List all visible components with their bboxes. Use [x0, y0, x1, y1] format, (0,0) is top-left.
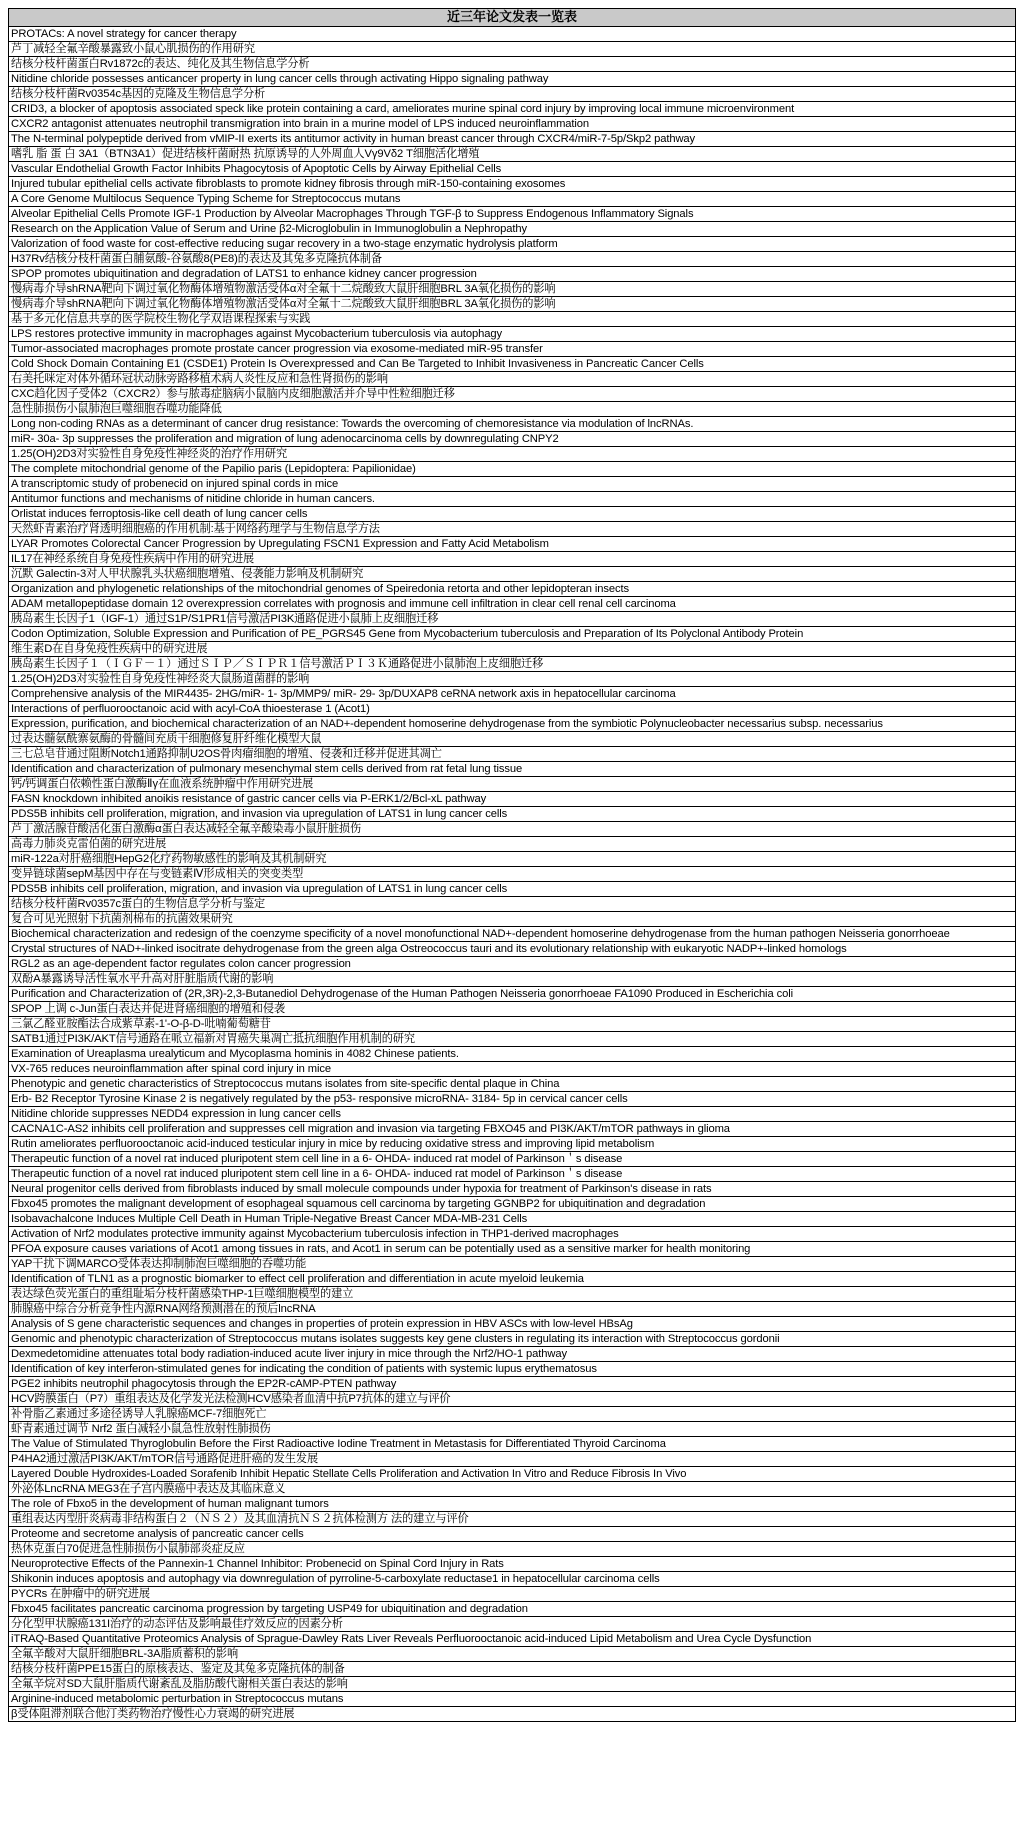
paper-title-cell: Phenotypic and genetic characteristics of Streptococcus mutans isolates from site-specific dental plaque in China	[9, 1077, 1016, 1092]
paper-title-cell: 外泌体LncRNA MEG3在子宫内膜癌中表达及其临床意义	[9, 1482, 1016, 1497]
table-row	[9, 117, 1016, 132]
paper-title-cell: A transcriptomic study of probenecid on injured spinal cords in mice	[9, 477, 1016, 492]
paper-title-cell: 嗜乳 脂 蛋 白 3A1（BTN3A1）促进结核杆菌耐热 抗原诱导的人外周血人Vγ9Vδ2 T细胞活化增殖	[9, 147, 1016, 162]
table-row	[9, 87, 1016, 102]
table-row	[9, 1557, 1016, 1572]
paper-title-cell: 慢病毒介导shRNA靶向下调过氧化物酶体增殖物激活受体α对全氟十二烷酸致大鼠肝细胞BRL 3A氧化损伤的影响	[9, 282, 1016, 297]
table-row	[9, 147, 1016, 162]
table-row	[9, 267, 1016, 282]
table-row	[9, 507, 1016, 522]
table-row	[9, 1452, 1016, 1467]
paper-table	[8, 8, 1016, 1722]
paper-title-cell: 过表达髓氨酰寨氨酶的骨髓间充质干细胞修复肝纤维化模型大鼠	[9, 732, 1016, 747]
table-row	[9, 357, 1016, 372]
paper-title-cell: PROTACs: A novel strategy for cancer therapy	[9, 27, 1016, 42]
table-row	[9, 1002, 1016, 1017]
table-row	[9, 1587, 1016, 1602]
paper-title-cell: RGL2 as an age-dependent factor regulates colon cancer progression	[9, 957, 1016, 972]
table-row	[9, 927, 1016, 942]
paper-title-cell: Biochemical characterization and redesign of the coenzyme specificity of a novel monofunctional NAD+-dependent homoserine dehydrogenase from the human pathogen Neisseria gonorrhoeae	[9, 927, 1016, 942]
table-row	[9, 252, 1016, 267]
paper-title-cell: Vascular Endothelial Growth Factor Inhibits Phagocytosis of Apoptotic Cells by Airway Epithelial Cells	[9, 162, 1016, 177]
paper-title-cell: 全氟辛烷对SD大鼠肝脂质代谢紊乱及脂肪酸代谢相关蛋白表达的影响	[9, 1677, 1016, 1692]
table-row	[9, 57, 1016, 72]
paper-title-cell: The role of Fbxo5 in the development of human malignant tumors	[9, 1497, 1016, 1512]
table-row	[9, 477, 1016, 492]
table-row	[9, 762, 1016, 777]
paper-title-cell: Orlistat induces ferroptosis-like cell death of lung cancer cells	[9, 507, 1016, 522]
paper-title-cell: PDS5B inhibits cell proliferation, migration, and invasion via upregulation of LATS1 in lung cancer cells	[9, 807, 1016, 822]
table-row	[9, 1512, 1016, 1527]
table-row	[9, 27, 1016, 42]
paper-title-cell: YAP干扰下调MARCO受体表达抑制肺泡巨噬细胞的吞噬功能	[9, 1257, 1016, 1272]
table-row	[9, 732, 1016, 747]
table-row	[9, 717, 1016, 732]
table-row	[9, 342, 1016, 357]
paper-title-cell: Expression, purification, and biochemical characterization of an NAD+-dependent homoserine dehydrogenase from the symbiotic Polynucleobacter necessarius subsp. necessarius	[9, 717, 1016, 732]
paper-title-cell: 1.25(OH)2D3对实验性自身免疫性神经炎大鼠肠道菌群的影响	[9, 672, 1016, 687]
paper-title-cell: Neuroprotective Effects of the Pannexin-1 Channel Inhibitor: Probenecid on Spinal Cord Injury in Rats	[9, 1557, 1016, 1572]
paper-title-cell: FASN knockdown inhibited anoikis resistance of gastric cancer cells via P-ERK1/2/Bcl-xL pathway	[9, 792, 1016, 807]
table-row	[9, 1467, 1016, 1482]
paper-title-cell: 维生素D在自身免疫性疾病中的研究进展	[9, 642, 1016, 657]
paper-title-cell: CRID3, a blocker of apoptosis associated speck like protein containing a card, ameliorates murine spinal cord injury by improving local immune microenvironment	[9, 102, 1016, 117]
table-row	[9, 432, 1016, 447]
table-row	[9, 1347, 1016, 1362]
table-row	[9, 1602, 1016, 1617]
paper-title-cell: 结核分枝杆菌Rv0357c蛋白的生物信息学分析与鉴定	[9, 897, 1016, 912]
table-row	[9, 462, 1016, 477]
paper-title-cell: 右美托咪定对体外循环冠状动脉旁路移植术病人炎性反应和急性肾损伤的影响	[9, 372, 1016, 387]
table-row	[9, 1047, 1016, 1062]
paper-title-cell: Shikonin induces apoptosis and autophagy via downregulation of pyrroline-5-carboxylate reductase1 in hepatocellular carcinoma cells	[9, 1572, 1016, 1587]
table-row	[9, 657, 1016, 672]
paper-title-cell: Fbxo45 facilitates pancreatic carcinoma progression by targeting USP49 for ubiquitination and degradation	[9, 1602, 1016, 1617]
table-row	[9, 1632, 1016, 1647]
table-row	[9, 1122, 1016, 1137]
table-row	[9, 537, 1016, 552]
table-row	[9, 222, 1016, 237]
table-row	[9, 567, 1016, 582]
table-row	[9, 852, 1016, 867]
paper-title-cell: Proteome and secretome analysis of pancreatic cancer cells	[9, 1527, 1016, 1542]
table-row	[9, 597, 1016, 612]
table-row	[9, 867, 1016, 882]
table-row	[9, 1197, 1016, 1212]
paper-title-cell: Fbxo45 promotes the malignant development of esophageal squamous cell carcinoma by targeting GGNBP2 for ubiquitination and degradation	[9, 1197, 1016, 1212]
table-row	[9, 1092, 1016, 1107]
table-row	[9, 612, 1016, 627]
table-row	[9, 1257, 1016, 1272]
paper-rows	[9, 27, 1016, 1722]
paper-title-cell: IL17在神经系统自身免疫性疾病中作用的研究进展	[9, 552, 1016, 567]
paper-title-cell: Interactions of perfluorooctanoic acid with acyl-CoA thioesterase 1 (Acot1)	[9, 702, 1016, 717]
table-row	[9, 957, 1016, 972]
paper-title-cell: SATB1通过PI3K/AKT信号通路在哌立福新对胃癌失巢凋亡抵抗细胞作用机制的研究	[9, 1032, 1016, 1047]
table-row	[9, 672, 1016, 687]
table-row	[9, 1647, 1016, 1662]
table-row	[9, 1482, 1016, 1497]
paper-title-cell: 肺腺癌中综合分析竞争性内源RNA网络预测潜在的预后lncRNA	[9, 1302, 1016, 1317]
table-row	[9, 387, 1016, 402]
table-row	[9, 837, 1016, 852]
paper-title-cell: 芦丁减轻全氟辛酸暴露致小鼠心肌损伤的作用研究	[9, 42, 1016, 57]
paper-title-cell: SPOP 上调 c-Jun蛋白表达并促进肾癌细胞的增殖和侵袭	[9, 1002, 1016, 1017]
paper-title-cell: Isobavachalcone Induces Multiple Cell Death in Human Triple-Negative Breast Cancer MDA-MB-231 Cells	[9, 1212, 1016, 1227]
table-row	[9, 1107, 1016, 1122]
table-row	[9, 1017, 1016, 1032]
table-row	[9, 1692, 1016, 1707]
paper-title-cell: H37Rv结核分枝杆菌蛋白脯氨酸-谷氨酸8(PE8)的表达及其兔多克隆抗体制备	[9, 252, 1016, 267]
table-row	[9, 1137, 1016, 1152]
paper-title-cell: PFOA exposure causes variations of Acot1 among tissues in rats, and Acot1 in serum can be potentially used as a sensitive marker for health monitoring	[9, 1242, 1016, 1257]
table-row	[9, 582, 1016, 597]
table-row	[9, 642, 1016, 657]
table-row	[9, 747, 1016, 762]
table-row	[9, 1167, 1016, 1182]
table-row	[9, 1272, 1016, 1287]
table-row	[9, 1707, 1016, 1722]
paper-title-cell: Identification of TLN1 as a prognostic biomarker to effect cell proliferation and differentiation in acute myeloid leukemia	[9, 1272, 1016, 1287]
paper-title-cell: 胰岛素生长因子１（ＩＧＦ－１）通过ＳＩＰ／ＳＩＰＲ１信号激活ＰＩ３Ｋ通路促进小鼠肺泡上皮细胞迁移	[9, 657, 1016, 672]
table-row	[9, 1407, 1016, 1422]
paper-title-cell: Antitumor functions and mechanisms of nitidine chloride in human cancers.	[9, 492, 1016, 507]
table-row	[9, 807, 1016, 822]
paper-title-cell: ADAM metallopeptidase domain 12 overexpression correlates with prognosis and immune cell infiltration in clear cell renal cell carcinoma	[9, 597, 1016, 612]
paper-title-cell: 胰岛素生长因子1（IGF-1）通过S1P/S1PR1信号激活PI3K通路促进小鼠肺上皮细胞迁移	[9, 612, 1016, 627]
paper-title-cell: Crystal structures of NAD+-linked isocitrate dehydrogenase from the green alga Ostreococcus tauri and its evolutionary relationship with eukaryotic NADP+-linked homologs	[9, 942, 1016, 957]
table-row	[9, 522, 1016, 537]
table-row	[9, 987, 1016, 1002]
paper-title-cell: A Core Genome Multilocus Sequence Typing Scheme for Streptococcus mutans	[9, 192, 1016, 207]
paper-title-cell: SPOP promotes ubiquitination and degradation of LATS1 to enhance kidney cancer progression	[9, 267, 1016, 282]
paper-title-cell: Nitidine chloride possesses anticancer property in lung cancer cells through activating Hippo signaling pathway	[9, 72, 1016, 87]
table-row	[9, 1302, 1016, 1317]
paper-title-cell: 芦丁激活腺苷酸活化蛋白激酶α蛋白表达减轻全氟辛酸染毒小鼠肝脏损伤	[9, 822, 1016, 837]
table-row	[9, 1527, 1016, 1542]
paper-title-cell: 结核分枝杆菌Rv0354c基因的克隆及生物信息学分析	[9, 87, 1016, 102]
table-row	[9, 897, 1016, 912]
table-row	[9, 1572, 1016, 1587]
paper-title-cell: P4HA2通过激活PI3K/AKT/mTOR信号通路促进肝癌的发生发展	[9, 1452, 1016, 1467]
paper-title-cell: The Value of Stimulated Thyroglobulin Before the First Radioactive Iodine Treatment in Metastasis for Differentiated Thyroid Carcinoma	[9, 1437, 1016, 1452]
table-row	[9, 282, 1016, 297]
table-row	[9, 132, 1016, 147]
table-row	[9, 1287, 1016, 1302]
table-row	[9, 792, 1016, 807]
table-row	[9, 417, 1016, 432]
table-row	[9, 1032, 1016, 1047]
table-row	[9, 1392, 1016, 1407]
table-row	[9, 177, 1016, 192]
paper-title-cell: Codon Optimization, Soluble Expression and Purification of PE_PGRS45 Gene from Mycobacterium tuberculosis and Preparation of Its Polyclonal Antibody Protein	[9, 627, 1016, 642]
table-row	[9, 1437, 1016, 1452]
table-row	[9, 1332, 1016, 1347]
paper-title-cell: Dexmedetomidine attenuates total body radiation-induced acute liver injury in mice through the Nrf2/HO-1 pathway	[9, 1347, 1016, 1362]
paper-title-cell: Neural progenitor cells derived from fibroblasts induced by small molecule compounds under hypoxia for treatment of Parkinson's disease in rats	[9, 1182, 1016, 1197]
paper-title-cell: 1.25(OH)2D3对实验性自身免疫性神经炎的治疗作用研究	[9, 447, 1016, 462]
paper-title-cell: Layered Double Hydroxides-Loaded Sorafenib Inhibit Hepatic Stellate Cells Proliferation and Activation In Vitro and Reduce Fibrosis In Vivo	[9, 1467, 1016, 1482]
paper-title-cell: HCV跨膜蛋白（P7）重组表达及化学发光法检测HCV感染者血清中抗P7抗体的建立与评价	[9, 1392, 1016, 1407]
paper-title-cell: β受体阻滞剂联合他汀类药物治疗慢性心力衰竭的研究进展	[9, 1707, 1016, 1722]
paper-title-cell: 结核分枝杆菌蛋白Rv1872c的表达、纯化及其生物信息学分析	[9, 57, 1016, 72]
paper-title-cell: Alveolar Epithelial Cells Promote IGF-1 Production by Alveolar Macrophages Through TGF-β to Suppress Endogenous Inflammatory Signals	[9, 207, 1016, 222]
paper-title-cell: Long non-coding RNAs as a determinant of cancer drug resistance: Towards the overcoming of chemoresistance via modulation of lncRNAs.	[9, 417, 1016, 432]
paper-title-cell: Arginine-induced metabolomic perturbation in Streptococcus mutans	[9, 1692, 1016, 1707]
paper-title-cell: 三氯乙醛亚胺酯法合成紫草素-1'-O-β-D-吡喃葡萄糖苷	[9, 1017, 1016, 1032]
paper-title-cell: Analysis of S gene characteristic sequences and changes in properties of protein expression in HBV ASCs with low-level HBsAg	[9, 1317, 1016, 1332]
table-row	[9, 1152, 1016, 1167]
table-row	[9, 1077, 1016, 1092]
paper-title-cell: Erb- B2 Receptor Tyrosine Kinase 2 is negatively regulated by the p53- responsive microRNA- 3184- 5p in cervical cancer cells	[9, 1092, 1016, 1107]
table-row	[9, 402, 1016, 417]
table-row	[9, 1362, 1016, 1377]
paper-title-cell: CXC趋化因子受体2（CXCR2）参与脓毒症脑病小鼠脑内皮细胞激活并介导中性粒细胞迁移	[9, 387, 1016, 402]
paper-title-cell: Therapeutic function of a novel rat induced pluripotent stem cell line in a 6- OHDA- induced rat model of Parkinson＇s disease	[9, 1167, 1016, 1182]
table-row	[9, 72, 1016, 87]
table-row	[9, 1182, 1016, 1197]
paper-title-cell: Injured tubular epithelial cells activate fibroblasts to promote kidney fibrosis through miR-150-containing exosomes	[9, 177, 1016, 192]
paper-title-cell: Nitidine chloride suppresses NEDD4 expression in lung cancer cells	[9, 1107, 1016, 1122]
paper-title-cell: 天然虾青素治疗肾透明细胞癌的作用机制:基于网络药理学与生物信息学方法	[9, 522, 1016, 537]
table-row	[9, 702, 1016, 717]
paper-title-cell: CACNA1C-AS2 inhibits cell proliferation and suppresses cell migration and invasion via targeting FBXO45 and PI3K/AKT/mTOR pathways in glioma	[9, 1122, 1016, 1137]
table-row	[9, 822, 1016, 837]
table-row	[9, 1662, 1016, 1677]
paper-title-cell: The N-terminal polypeptide derived from vMIP-II exerts its antitumor activity in human breast cancer through CXCR4/miR-7-5p/Skp2 pathway	[9, 132, 1016, 147]
table-row	[9, 1227, 1016, 1242]
table-row	[9, 372, 1016, 387]
paper-title-cell: 热休克蛋白70促进急性肺损伤小鼠肺部炎症反应	[9, 1542, 1016, 1557]
paper-title-cell: 补骨脂乙素通过多途径诱导人乳腺癌MCF-7细胞死亡	[9, 1407, 1016, 1422]
paper-title-cell: 慢病毒介导shRNA靶向下调过氧化物酶体增殖物激活受体α对全氟十二烷酸致大鼠肝细胞BRL 3A氧化损伤的影响	[9, 297, 1016, 312]
paper-title-cell: 双酚A暴露诱导活性氧水平升高对肝脏脂质代谢的影响	[9, 972, 1016, 987]
paper-title-cell: 基于多元化信息共享的医学院校生物化学双语课程探索与实践	[9, 312, 1016, 327]
table-row	[9, 1317, 1016, 1332]
paper-title-cell: 钙/钙调蛋白依赖性蛋白激酶Ⅱγ在血液系统肿瘤中作用研究进展	[9, 777, 1016, 792]
paper-title-cell: Organization and phylogenetic relationships of the mitochondrial genomes of Speiredonia retorta and other lepidopteran insects	[9, 582, 1016, 597]
table-row	[9, 777, 1016, 792]
paper-title-cell: LPS restores protective immunity in macrophages against Mycobacterium tuberculosis via autophagy	[9, 327, 1016, 342]
paper-title-cell: Purification and Characterization of (2R,3R)-2,3-Butanediol Dehydrogenase of the Human Pathogen Neisseria gonorrhoeae FA1090 Produced in Escherichia coli	[9, 987, 1016, 1002]
table-row	[9, 1497, 1016, 1512]
table-row	[9, 687, 1016, 702]
paper-title-cell: 虾青素通过调节 Nrf2 蛋白减轻小鼠急性放射性肺损伤	[9, 1422, 1016, 1437]
paper-title-cell: Examination of Ureaplasma urealyticum and Mycoplasma hominis in 4082 Chinese patients.	[9, 1047, 1016, 1062]
paper-title-cell: iTRAQ-Based Quantitative Proteomics Analysis of Sprague-Dawley Rats Liver Reveals Perfluorooctanoic acid-induced Lipid Metabolism and Urea Cycle Dysfunction	[9, 1632, 1016, 1647]
paper-title-cell: PGE2 inhibits neutrophil phagocytosis through the EP2R-cAMP-PTEN pathway	[9, 1377, 1016, 1392]
paper-title-cell: 结核分枝杆菌PPE15蛋白的原核表达、鉴定及其兔多克隆抗体的制备	[9, 1662, 1016, 1677]
header-row	[9, 9, 1016, 27]
paper-title-cell: PDS5B inhibits cell proliferation, migration, and invasion via upregulation of LATS1 in lung cancer cells	[9, 882, 1016, 897]
table-row	[9, 162, 1016, 177]
paper-title-cell: PYCRs 在肿瘤中的研究进展	[9, 1587, 1016, 1602]
table-row	[9, 297, 1016, 312]
paper-title-cell: Identification and characterization of pulmonary mesenchymal stem cells derived from rat fetal lung tissue	[9, 762, 1016, 777]
table-title: 近三年论文发表一览表	[9, 9, 1016, 27]
paper-title-cell: Genomic and phenotypic characterization of Streptococcus mutans isolates suggests key gene clusters in regulating its interaction with Streptococcus gordonii	[9, 1332, 1016, 1347]
paper-title-cell: Valorization of food waste for cost-effective reducing sugar recovery in a two-stage enzymatic hydrolysis platform	[9, 237, 1016, 252]
table-row	[9, 192, 1016, 207]
paper-title-cell: 变异链球菌sepM基因中存在与变链素Ⅳ形成相关的突变类型	[9, 867, 1016, 882]
paper-title-cell: miR-122a对肝癌细胞HepG2化疗药物敏感性的影响及其机制研究	[9, 852, 1016, 867]
table-row	[9, 492, 1016, 507]
table-row	[9, 942, 1016, 957]
table-row	[9, 1677, 1016, 1692]
paper-title-cell: Identification of key interferon-stimulated genes for indicating the condition of patients with systemic lupus erythematosus	[9, 1362, 1016, 1377]
paper-title-cell: 高毒力肺炎克雷伯菌的研究进展	[9, 837, 1016, 852]
table-row	[9, 912, 1016, 927]
table-row	[9, 42, 1016, 57]
paper-title-cell: 表达绿色荧光蛋白的重组耻垢分枝杆菌感染THP-1巨噬细胞模型的建立	[9, 1287, 1016, 1302]
paper-title-cell: The complete mitochondrial genome of the Papilio paris (Lepidoptera: Papilionidae)	[9, 462, 1016, 477]
paper-title-cell: 重组表达丙型肝炎病毒非结构蛋白２（ＮＳ２）及其血清抗ＮＳ２抗体检测方 法的建立与评价	[9, 1512, 1016, 1527]
table-row	[9, 102, 1016, 117]
paper-title-cell: CXCR2 antagonist attenuates neutrophil transmigration into brain in a murine model of LPS induced neuroinflammation	[9, 117, 1016, 132]
paper-title-cell: Cold Shock Domain Containing E1 (CSDE1) Protein Is Overexpressed and Can Be Targeted to Inhibit Invasiveness in Pancreatic Cancer Cells	[9, 357, 1016, 372]
paper-title-cell: miR- 30a- 3p suppresses the proliferation and migration of lung adenocarcinoma cells by downregulating CNPY2	[9, 432, 1016, 447]
paper-title-cell: Comprehensive analysis of the MIR4435- 2HG/miR- 1- 3p/MMP9/ miR- 29- 3p/DUXAP8 ceRNA network axis in hepatocellular carcinoma	[9, 687, 1016, 702]
table-row	[9, 207, 1016, 222]
table-row	[9, 237, 1016, 252]
paper-title-cell: Rutin ameliorates perfluorooctanoic acid-induced testicular injury in mice by reducing oxidative stress and improving lipid metabolism	[9, 1137, 1016, 1152]
table-row	[9, 1062, 1016, 1077]
table-row	[9, 1212, 1016, 1227]
paper-title-cell: Tumor-associated macrophages promote prostate cancer progression via exosome-mediated miR-95 transfer	[9, 342, 1016, 357]
table-row	[9, 1377, 1016, 1392]
paper-title-cell: 分化型甲状腺癌131I治疗的动态评估及影响最佳疗效反应的因素分析	[9, 1617, 1016, 1632]
table-row	[9, 312, 1016, 327]
table-row	[9, 972, 1016, 987]
table-row	[9, 552, 1016, 567]
paper-title-cell: 复合可见光照射下抗菌剂棉布的抗菌效果研究	[9, 912, 1016, 927]
paper-title-cell: 三七总皂苷通过阻断Notch1通路抑制U2OS骨肉瘤细胞的增殖、侵袭和迁移并促进其凋亡	[9, 747, 1016, 762]
paper-title-cell: Activation of Nrf2 modulates protective immunity against Mycobacterium tuberculosis infection in THP1-derived macrophages	[9, 1227, 1016, 1242]
table-row	[9, 627, 1016, 642]
paper-title-cell: 沉默 Galectin-3对人甲状腺乳头状癌细胞增殖、侵袭能力影响及机制研究	[9, 567, 1016, 582]
table-row	[9, 447, 1016, 462]
paper-title-cell: 全氟辛酸对大鼠肝细胞BRL-3A脂质蓄积的影响	[9, 1647, 1016, 1662]
paper-title-cell: Research on the Application Value of Serum and Urine β2-Microglobulin in Immunoglobulin a Nephropathy	[9, 222, 1016, 237]
paper-title-cell: VX-765 reduces neuroinflammation after spinal cord injury in mice	[9, 1062, 1016, 1077]
paper-list-sheet	[8, 8, 1016, 1722]
table-row	[9, 882, 1016, 897]
table-row	[9, 1542, 1016, 1557]
table-row	[9, 327, 1016, 342]
table-row	[9, 1617, 1016, 1632]
paper-title-cell: Therapeutic function of a novel rat induced pluripotent stem cell line in a 6- OHDA- induced rat model of Parkinson＇s disease	[9, 1152, 1016, 1167]
paper-title-cell: LYAR Promotes Colorectal Cancer Progression by Upregulating FSCN1 Expression and Fatty Acid Metabolism	[9, 537, 1016, 552]
paper-title-cell: 急性肺损伤小鼠肺泡巨噬细胞吞噬功能降低	[9, 402, 1016, 417]
table-row	[9, 1242, 1016, 1257]
table-row	[9, 1422, 1016, 1437]
